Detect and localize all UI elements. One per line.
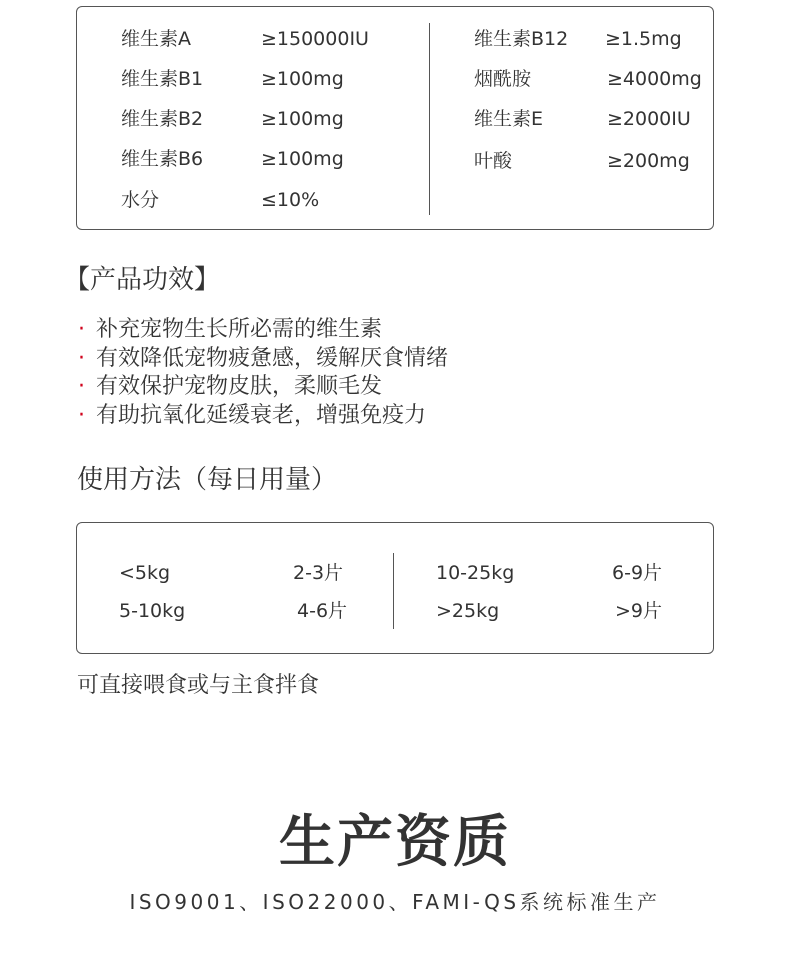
- benefit-text: 有效保护宠物皮肤，柔顺毛发: [96, 374, 383, 399]
- bullet-dot: ·: [78, 402, 85, 428]
- nutrient-name: 维生素B12: [474, 28, 569, 50]
- nutrient-value: ≥4000mg: [607, 68, 702, 90]
- benefits-list: [78, 316, 448, 430]
- nutrient-value: ≤10%: [261, 189, 320, 211]
- dose-weight: <5kg: [119, 562, 171, 584]
- column-divider: [393, 553, 394, 629]
- nutrient-value: ≥150000IU: [261, 28, 369, 50]
- nutrient-table: [76, 6, 714, 230]
- usage-title: 使用方法（每日用量）: [77, 465, 338, 495]
- dose-amount: >9片: [615, 600, 663, 622]
- nutrient-name: 维生素E: [474, 108, 544, 130]
- nutrient-name: 水分: [121, 189, 160, 211]
- dosage-table: [76, 522, 714, 654]
- nutrient-value: ≥100mg: [261, 108, 344, 130]
- nutrient-value: ≥200mg: [607, 150, 690, 172]
- dose-amount: 6-9片: [612, 562, 663, 584]
- bullet-dot: ·: [78, 345, 85, 371]
- dose-amount: 2-3片: [293, 562, 344, 584]
- certification-subtitle: ISO9001、ISO22000、FAMI-QS系统标准生产: [129, 890, 661, 914]
- nutrient-value: ≥100mg: [261, 68, 344, 90]
- usage-note: 可直接喂食或与主食拌食: [77, 673, 320, 698]
- nutrient-name: 维生素B1: [121, 68, 204, 90]
- dose-weight: >25kg: [436, 600, 500, 622]
- column-divider: [429, 23, 430, 215]
- bullet-dot: ·: [78, 317, 85, 342]
- benefit-text: 有效降低宠物疲惫感，缓解厌食情绪: [96, 345, 449, 371]
- benefit-item: [78, 316, 448, 345]
- benefit-text: 补充宠物生长所必需的维生素: [96, 317, 383, 342]
- dose-weight: 5-10kg: [119, 600, 186, 622]
- dose-amount: 4-6片: [297, 600, 348, 622]
- nutrient-name: 维生素B2: [121, 108, 204, 130]
- nutrient-name: 烟酰胺: [474, 68, 532, 90]
- bullet-dot: ·: [78, 374, 85, 399]
- benefit-item: [78, 402, 448, 431]
- nutrient-value: ≥2000IU: [607, 108, 691, 130]
- benefit-item: [78, 373, 448, 402]
- nutrient-name: 维生素B6: [121, 148, 204, 170]
- nutrient-value: ≥1.5mg: [605, 28, 682, 50]
- nutrient-value: ≥100mg: [261, 148, 344, 170]
- nutrient-name: 叶酸: [474, 150, 513, 172]
- dose-weight: 10-25kg: [436, 562, 515, 584]
- certification-title: 生产资质: [279, 810, 511, 875]
- benefit-item: [78, 345, 448, 374]
- nutrient-name: 维生素A: [121, 28, 191, 50]
- benefits-title: 【产品功效】: [64, 265, 221, 295]
- benefit-text: 有助抗氧化延缓衰老，增强免疫力: [96, 402, 427, 428]
